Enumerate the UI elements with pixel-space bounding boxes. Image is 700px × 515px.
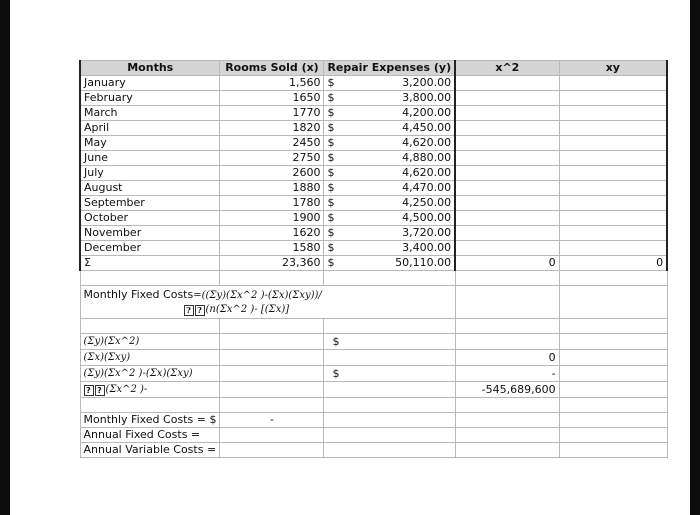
table-row <box>80 181 667 196</box>
cell[interactable] <box>559 334 667 350</box>
fixed-cost-formula-row <box>80 286 667 319</box>
cell[interactable] <box>455 413 559 428</box>
monthly-fixed-costs-row <box>80 413 667 428</box>
cell[interactable] <box>220 382 324 398</box>
blank-row <box>80 271 667 286</box>
cell[interactable] <box>559 443 667 458</box>
cell[interactable] <box>455 443 559 458</box>
cell[interactable] <box>220 366 324 382</box>
currency-cell[interactable]: $ <box>324 211 350 226</box>
cell[interactable] <box>80 398 220 413</box>
x-squared-cell[interactable] <box>455 136 559 151</box>
annual-fixed-costs-row <box>80 428 667 443</box>
month-cell[interactable]: July <box>80 166 220 181</box>
cell[interactable] <box>455 271 559 286</box>
blank-row <box>80 319 667 334</box>
term-currency-cell[interactable]: $ <box>324 334 455 350</box>
table-row <box>80 241 667 256</box>
month-cell[interactable]: April <box>80 121 220 136</box>
monthly-fixed-costs-value[interactable]: - <box>220 413 324 428</box>
rooms-sold-cell[interactable]: 1620 <box>220 226 324 241</box>
rooms-sold-cell[interactable]: 2450 <box>220 136 324 151</box>
currency-cell[interactable]: $ <box>324 166 350 181</box>
rooms-sold-cell[interactable]: 1650 <box>220 91 324 106</box>
header-x-squared[interactable]: x^2 <box>455 61 559 76</box>
term-value-cell[interactable]: -545,689,600 <box>455 382 559 398</box>
annual-fixed-costs-label[interactable]: Annual Fixed Costs = <box>80 428 220 443</box>
repair-expense-cell[interactable]: 3,200.00 <box>350 76 455 91</box>
formula-term-row <box>80 382 667 398</box>
repair-expense-cell[interactable]: 4,250.00 <box>350 196 455 211</box>
cell[interactable] <box>80 271 220 286</box>
annual-variable-costs-label[interactable]: Annual Variable Costs = <box>80 443 220 458</box>
cell[interactable] <box>324 271 455 286</box>
cell[interactable] <box>455 428 559 443</box>
table-row <box>80 106 667 121</box>
xy-cell[interactable] <box>559 151 667 166</box>
currency-cell[interactable]: $ <box>324 181 350 196</box>
repair-expense-cell[interactable]: 4,200.00 <box>350 106 455 121</box>
repair-expense-cell[interactable]: 3,800.00 <box>350 91 455 106</box>
blank-row <box>80 398 667 413</box>
rooms-sold-cell[interactable]: 1770 <box>220 106 324 121</box>
header-repair-expenses[interactable]: Repair Expenses (y) <box>324 61 455 76</box>
cell[interactable] <box>324 398 455 413</box>
missing-glyph-icon: ? <box>95 385 105 396</box>
missing-glyph-icon: ? <box>195 305 205 316</box>
month-cell[interactable]: September <box>80 196 220 211</box>
term-currency-cell[interactable] <box>324 350 455 366</box>
xy-cell[interactable] <box>559 166 667 181</box>
x-squared-cell[interactable] <box>455 151 559 166</box>
table-row <box>80 76 667 91</box>
sum-repair-expenses[interactable]: 50,110.00 <box>350 256 455 271</box>
repair-expense-cell[interactable]: 4,620.00 <box>350 136 455 151</box>
month-cell[interactable]: October <box>80 211 220 226</box>
table-row <box>80 166 667 181</box>
currency-cell[interactable]: $ <box>324 136 350 151</box>
month-cell[interactable]: May <box>80 136 220 151</box>
cell[interactable] <box>220 271 324 286</box>
cell[interactable] <box>220 319 324 334</box>
currency-cell[interactable]: $ <box>324 241 350 256</box>
cell[interactable] <box>324 428 455 443</box>
table-row <box>80 226 667 241</box>
cell[interactable] <box>455 319 559 334</box>
repair-expense-cell[interactable]: 4,450.00 <box>350 121 455 136</box>
table-row <box>80 211 667 226</box>
x-squared-cell[interactable] <box>455 121 559 136</box>
xy-cell[interactable] <box>559 76 667 91</box>
sum-x-squared[interactable]: 0 <box>455 256 559 271</box>
rooms-sold-cell[interactable]: 1580 <box>220 241 324 256</box>
rooms-sold-cell[interactable]: 2750 <box>220 151 324 166</box>
cell[interactable] <box>559 271 667 286</box>
cell[interactable] <box>559 366 667 382</box>
table-row <box>80 121 667 136</box>
xy-cell[interactable] <box>559 91 667 106</box>
sum-xy[interactable]: 0 <box>559 256 667 271</box>
formula-term-cell[interactable]: (Σy)(Σx^2) <box>80 334 220 350</box>
cell[interactable] <box>455 286 559 319</box>
cell[interactable] <box>220 334 324 350</box>
term-value-cell[interactable]: 0 <box>455 350 559 366</box>
x-squared-cell[interactable] <box>455 181 559 196</box>
sum-row <box>80 256 667 271</box>
fixed-cost-formula-cell[interactable] <box>80 286 455 319</box>
sum-currency[interactable]: $ <box>324 256 350 271</box>
cell[interactable] <box>220 398 324 413</box>
formula-term-row <box>80 350 667 366</box>
month-cell[interactable]: November <box>80 226 220 241</box>
header-rooms-sold[interactable]: Rooms Sold (x) <box>220 61 324 76</box>
term-currency-cell[interactable] <box>324 382 455 398</box>
currency-cell[interactable]: $ <box>324 121 350 136</box>
term-currency-cell[interactable]: $ <box>324 366 455 382</box>
currency-cell[interactable]: $ <box>324 151 350 166</box>
cell[interactable] <box>559 398 667 413</box>
table-row <box>80 136 667 151</box>
formula-term-cell[interactable]: (Σx)(Σxy) <box>80 350 220 366</box>
rooms-sold-cell[interactable]: 1820 <box>220 121 324 136</box>
currency-cell[interactable]: $ <box>324 196 350 211</box>
table-row <box>80 196 667 211</box>
xy-cell[interactable] <box>559 226 667 241</box>
repair-expense-cell[interactable]: 4,620.00 <box>350 166 455 181</box>
repair-expense-cell[interactable]: 4,470.00 <box>350 181 455 196</box>
missing-glyph-icon: ? <box>84 385 94 396</box>
annual-variable-costs-row <box>80 443 667 458</box>
fixed-cost-formula-line1: =((Σy)(Σx^2 )-(Σx)(Σxy))/ <box>193 289 322 301</box>
rooms-sold-cell[interactable]: 1880 <box>220 181 324 196</box>
repair-expense-cell[interactable]: 3,400.00 <box>350 241 455 256</box>
cell[interactable] <box>559 428 667 443</box>
xy-cell[interactable] <box>559 196 667 211</box>
repair-expense-cell[interactable]: 4,880.00 <box>350 151 455 166</box>
x-squared-cell[interactable] <box>455 211 559 226</box>
xy-cell[interactable] <box>559 211 667 226</box>
x-squared-cell[interactable] <box>455 166 559 181</box>
fixed-cost-label: Monthly Fixed Costs <box>83 287 194 301</box>
table-row <box>80 151 667 166</box>
month-cell[interactable]: March <box>80 106 220 121</box>
month-cell[interactable]: August <box>80 181 220 196</box>
header-row <box>80 61 667 76</box>
repair-expense-cell[interactable]: 4,500.00 <box>350 211 455 226</box>
cell[interactable] <box>324 319 455 334</box>
cell[interactable] <box>324 443 455 458</box>
cell[interactable] <box>220 443 324 458</box>
month-cell[interactable]: June <box>80 151 220 166</box>
sum-label[interactable]: Σ <box>80 256 220 271</box>
cell[interactable] <box>455 398 559 413</box>
rooms-sold-cell[interactable]: 1,560 <box>220 76 324 91</box>
header-xy[interactable]: xy <box>559 61 667 76</box>
xy-cell[interactable] <box>559 136 667 151</box>
currency-cell[interactable]: $ <box>324 91 350 106</box>
x-squared-cell[interactable] <box>455 106 559 121</box>
cell[interactable] <box>559 319 667 334</box>
month-cell[interactable]: December <box>80 241 220 256</box>
xy-cell[interactable] <box>559 121 667 136</box>
currency-cell[interactable]: $ <box>324 226 350 241</box>
x-squared-cell[interactable] <box>455 76 559 91</box>
table-row <box>80 91 667 106</box>
xy-cell[interactable] <box>559 106 667 121</box>
sum-rooms-sold[interactable]: 23,360 <box>220 256 324 271</box>
term-value-cell[interactable]: - <box>455 366 559 382</box>
x-squared-cell[interactable] <box>455 91 559 106</box>
formula-term-row <box>80 334 667 350</box>
rooms-sold-cell[interactable]: 1780 <box>220 196 324 211</box>
rooms-sold-cell[interactable]: 2600 <box>220 166 324 181</box>
cell[interactable] <box>220 350 324 366</box>
repair-expense-cell[interactable]: 3,720.00 <box>350 226 455 241</box>
rooms-sold-cell[interactable]: 1900 <box>220 211 324 226</box>
data-table <box>79 60 668 458</box>
xy-cell[interactable] <box>559 181 667 196</box>
cell[interactable] <box>559 382 667 398</box>
currency-cell[interactable]: $ <box>324 76 350 91</box>
xy-cell[interactable] <box>559 241 667 256</box>
month-cell[interactable]: January <box>80 76 220 91</box>
formula-term-row <box>80 366 667 382</box>
month-cell[interactable]: February <box>80 91 220 106</box>
header-months[interactable]: Months <box>80 61 220 76</box>
formula-term-cell[interactable]: (Σy)(Σx^2 )-(Σx)(Σxy) <box>80 366 220 382</box>
x-squared-cell[interactable] <box>455 241 559 256</box>
monthly-fixed-costs-label[interactable]: Monthly Fixed Costs = $ <box>80 413 220 428</box>
formula-term-cell[interactable]: ? ? (Σx^2 )- <box>80 382 220 398</box>
missing-glyph-icon: ? <box>184 305 194 316</box>
cell[interactable] <box>80 319 220 334</box>
cell[interactable] <box>220 428 324 443</box>
fixed-cost-formula-line2: ? ? (n(Σx^2 )- [(Σx)] <box>84 303 452 317</box>
cell[interactable] <box>324 413 455 428</box>
cell[interactable] <box>559 413 667 428</box>
x-squared-cell[interactable] <box>455 196 559 211</box>
cell[interactable] <box>559 350 667 366</box>
term-value-cell[interactable] <box>455 334 559 350</box>
currency-cell[interactable]: $ <box>324 106 350 121</box>
cell[interactable] <box>559 286 667 319</box>
x-squared-cell[interactable] <box>455 226 559 241</box>
